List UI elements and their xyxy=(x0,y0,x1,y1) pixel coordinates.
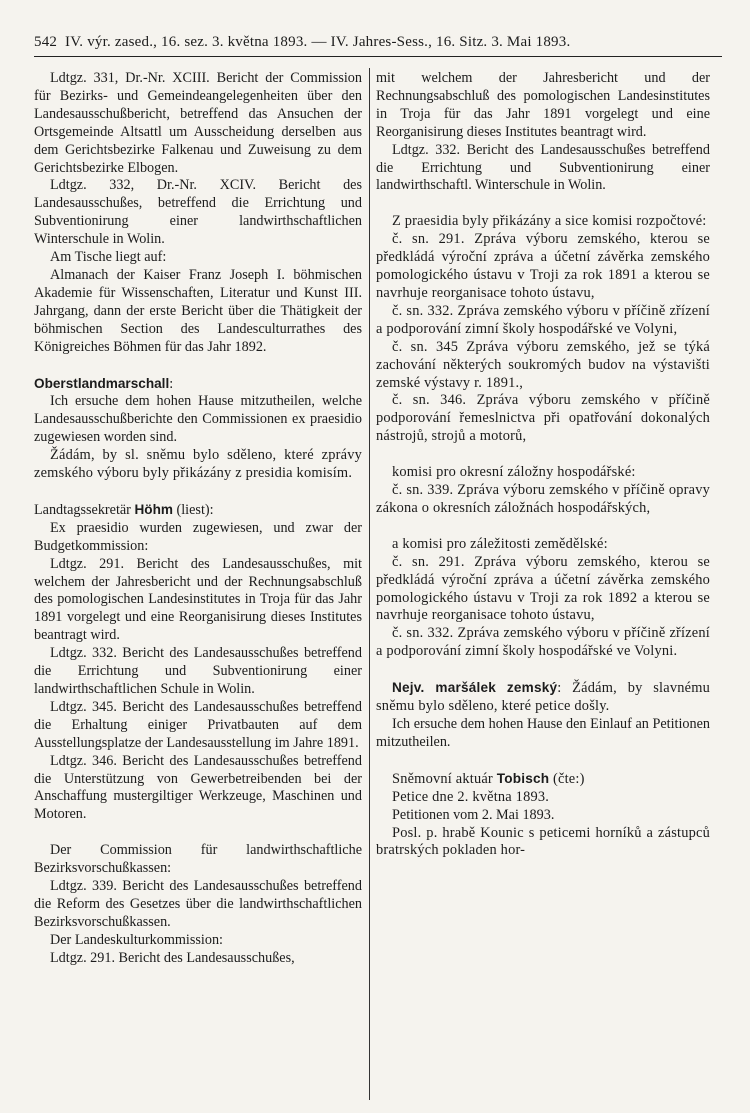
paragraph: Der Commission für landwirthschaftliche Bezirksvorschußkassen: xyxy=(34,842,362,877)
paragraph-spacer xyxy=(34,483,362,501)
paragraph: Z praesidia byly přikázány a sice komisi rozpočtové: xyxy=(392,213,707,230)
speaker-name: Oberstlandmarschall xyxy=(34,375,170,391)
paragraph: Am Tische liegt auf: xyxy=(50,249,167,266)
header-separator: — xyxy=(311,34,327,50)
right-column xyxy=(376,70,710,860)
speaker-line xyxy=(376,770,710,789)
left-column xyxy=(34,70,362,968)
speaker-suffix: : Žádám, by slavnému sněmu bylo sděleno, které petice došly. xyxy=(376,680,710,715)
paragraph-spacer xyxy=(376,752,710,770)
page-number: 542 xyxy=(34,34,58,50)
speaker-suffix: : xyxy=(169,375,174,392)
paragraph-spacer xyxy=(376,518,710,536)
paragraph: č. sn. 332. Zpráva zemského výboru v příčině zřízení a podporování zimní školy hospodářské ve Volyni. xyxy=(376,625,710,660)
paragraph: Ich ersuche dem hohen Hause den Einlauf an Petitionen mitzutheilen. xyxy=(376,716,710,750)
header-rule xyxy=(34,56,722,57)
speaker-role: Landtagssekretär xyxy=(34,501,135,518)
speaker-line xyxy=(34,375,362,394)
speaker-name: Tobisch xyxy=(496,770,550,786)
paragraph: Ich ersuche dem hohen Hause mitzutheilen, welche Landesausschußberichte den Commissionen ex praesidio zugewiesen worden sind. xyxy=(34,393,362,446)
speaker-line xyxy=(376,679,710,716)
speaker-role: Sněmovní aktuár xyxy=(392,770,497,787)
paragraph-spacer xyxy=(34,357,362,375)
paragraph: Ldtgz. 331, Dr.-Nr. XCIII. Bericht der Commission für Bezirks- und Gemeindeangelegenheiten über den Landesausschußbericht, betreffend das Ansuchen der Ortsgemeinde Altsattl um Ausscheidung derselben aus dem Gerichtsbezirke Falkenau und Zuweisung zu dem Gerichtsbezirke Elbogen. xyxy=(34,70,362,176)
speaker-suffix: (čte:) xyxy=(549,770,585,787)
paragraph: č. sn. 345 Zpráva výboru zemského, jež se týká zachování některých soukromých budov na výstavišti zemské výstavy r. 1891., xyxy=(376,338,710,391)
speaker-suffix: (liest): xyxy=(172,501,214,518)
speaker-name: Höhm xyxy=(134,501,173,517)
paragraph: Almanach der Kaiser Franz Joseph I. böhmischen Akademie für Wissenschaften, Literatur und Kunst III. Jahrgang, dann der erste Bericht über die Thätigkeit der böhmischen Section des Landesculturrathes des Königreiches Böhmen für das Jahr 1892. xyxy=(34,266,362,355)
paragraph: mit welchem der Jahresbericht und der Rechnungsabschluß des pomologischen Landesinstitutes in Troja für das Jahr 1891 vorgelegt und eine Reorganisirung dieses Institutes beantragt wird. xyxy=(376,70,710,140)
paragraph: Ldtgz. 291. Bericht des Landesausschußes, mit welchem der Jahresbericht und der Rechnungsabschluß des pomologischen Landesinstitutes in Troja für das Jahr 1891 vorgelegt und eine Reorganisirung dieses Institutes beantragt wird. xyxy=(34,555,362,644)
paragraph: Ex praesidio wurden zugewiesen, und zwar der Budgetkommission: xyxy=(34,519,362,554)
paragraph: Der Landeskulturkommission: xyxy=(50,931,223,948)
paragraph: č. sn. 291. Zpráva výboru zemského, kterou se předkládá výroční zpráva a účetní závěrka zemského pomologického ústavu v Troji za rok 1892 a kterou se navrhuje reorganisace tohoto ústavu, xyxy=(376,553,710,624)
paragraph: Petice dne 2. května 1893. xyxy=(392,788,550,805)
paragraph: komisi pro okresní záložny hospodářské: xyxy=(392,464,636,481)
paragraph: Ldtgz. 345. Bericht des Landesausschußes betreffend die Erhaltung einiger Privatbauten auf dem Ausstellungsplatze der Landesausstellung im Jahre 1891. xyxy=(34,698,362,751)
paragraph: Petitionen vom 2. Mai 1893. xyxy=(392,806,555,823)
paragraph-spacer xyxy=(34,824,362,842)
paragraph: Posl. p. hrabě Kounic s peticemi horníků a zástupců bratrských pokladen hor- xyxy=(376,824,710,859)
paragraph: č. sn. 346. Zpráva výboru zemského v příčině podporování řemeslnictva při opatřování dokonalých nástrojů, strojů a motorů, xyxy=(376,392,710,445)
paragraph: Ldtgz. 332. Bericht des Landesausschußes betreffend die Errichtung und Subventionirung einer landwirthschaftl. Winterschule in Wolin. xyxy=(376,141,710,194)
paragraph: Ldtgz. 332, Dr.-Nr. XCIV. Bericht des Landesausschußes, betreffend die Errichtung und Subventionirung einer landwirthschaftlichen Winterschule in Wolin. xyxy=(34,177,362,248)
paragraph: č. sn. 291. Zpráva výboru zemského, kterou se předkládá výroční zpráva a účetní závěrka zemského pomologického ústavu v Troji za rok 1891 a kterou se navrhuje reorganisace tohoto ústavu, xyxy=(376,231,710,301)
paragraph: a komisi pro záležitosti zemědělské: xyxy=(392,535,608,552)
paragraph: Ldtgz. 332. Bericht des Landesausschußes betreffend die Errichtung und Subventionirung einer landwirthschaftlichen Schule in Wolin. xyxy=(34,645,362,697)
paragraph-spacer xyxy=(376,195,710,213)
speaker-line xyxy=(34,501,362,520)
paragraph-spacer xyxy=(376,446,710,464)
paragraph: č. sn. 339. Zpráva výboru zemského v příčině opravy zákona o okresních záložnách hospodářských, xyxy=(376,482,710,516)
header-czech-title: IV. výr. zased., 16. sez. 3. května 1893. xyxy=(65,34,308,50)
paragraph: Ldtgz. 291. Bericht des Landesausschußes, xyxy=(50,949,295,966)
paragraph: č. sn. 332. Zpráva zemského výboru v příčině zřízení a podporování zimní školy hospodářské ve Volyni, xyxy=(376,302,710,337)
header-german-title: IV. Jahres-Sess., 16. Sitz. 3. Mai 1893. xyxy=(330,34,571,50)
speaker-name: Nejv. maršálek zemský xyxy=(392,680,558,696)
paragraph: Ldtgz. 346. Bericht des Landesausschußes betreffend die Unterstützung von Gewerbetreibenden bei der Anschaffung mustergiltiger Werkzeuge, Maschinen und Motoren. xyxy=(34,752,362,823)
paragraph: Ldtgz. 339. Bericht des Landesausschußes betreffend die Reform des Gesetzes über die landwirthschaftlichen Bezirksvorschußkassen. xyxy=(34,878,362,930)
paragraph-spacer xyxy=(376,661,710,679)
page-header xyxy=(34,33,724,52)
paragraph: Žádám, by sl. sněmu bylo sděleno, které zprávy zemského výboru byly přikázány z presidia komisím. xyxy=(34,447,362,482)
column-divider xyxy=(369,68,370,1100)
